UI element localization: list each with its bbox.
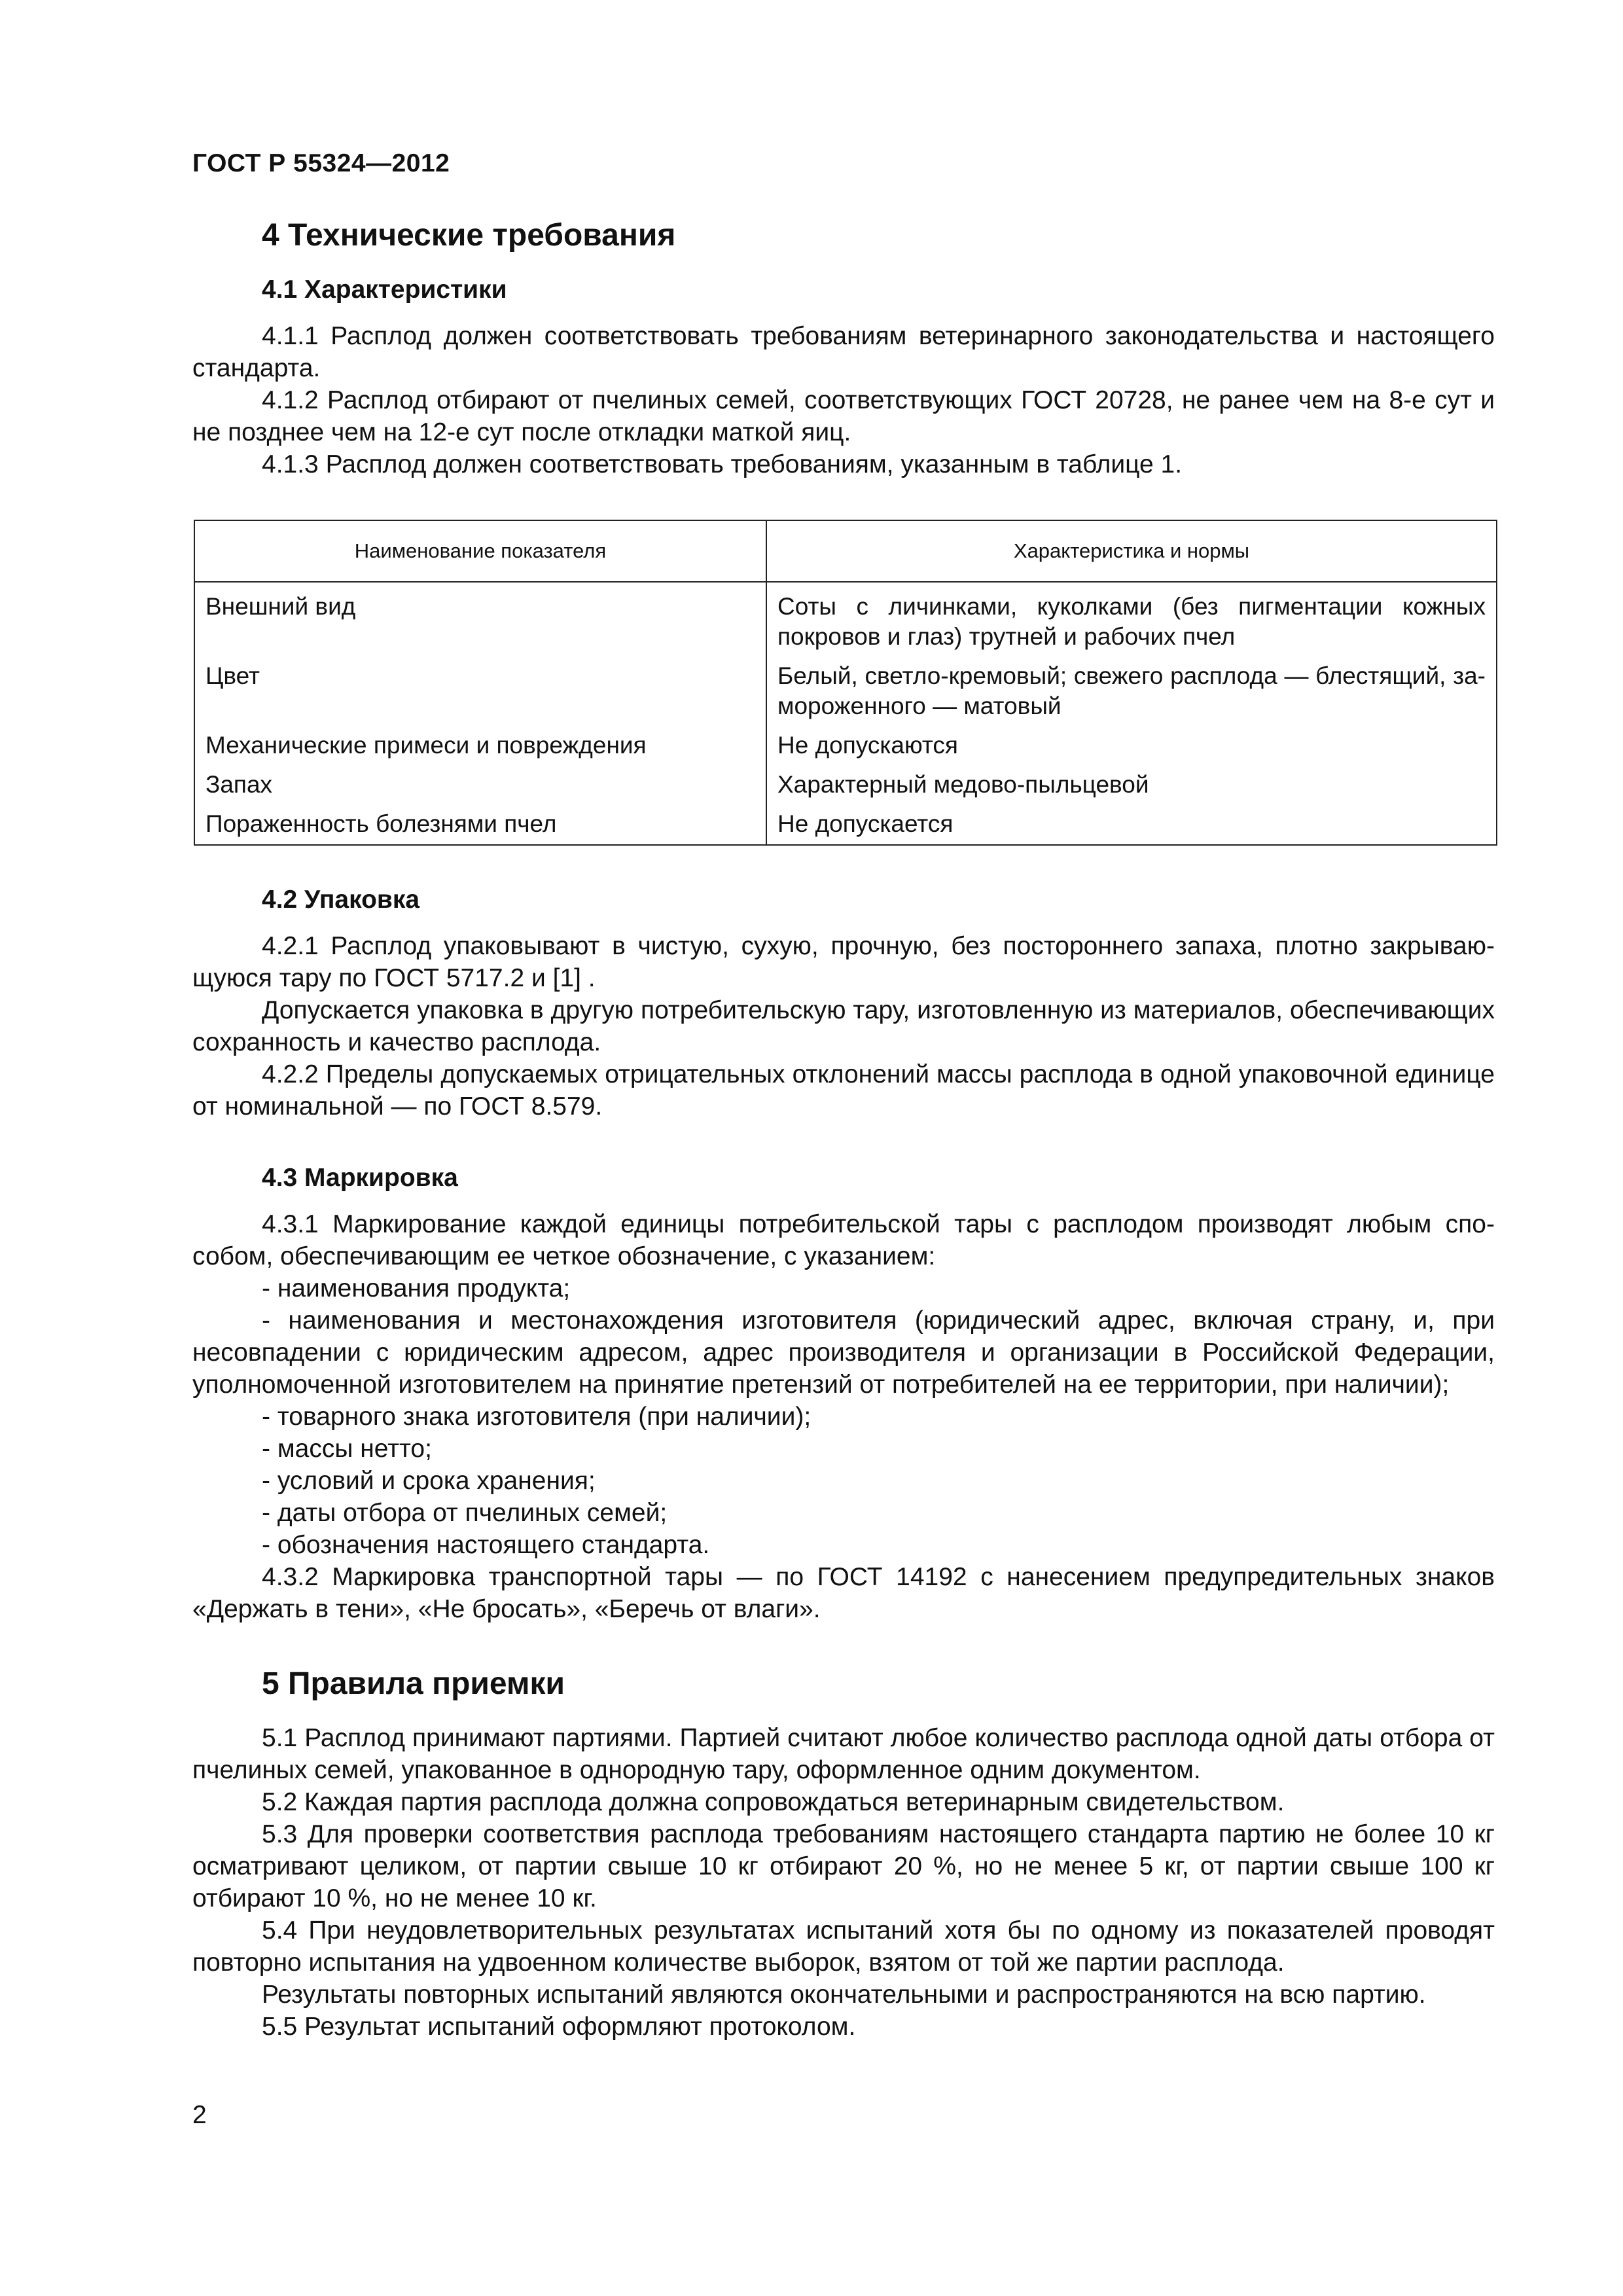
- table-cell-norm: Не допускаются: [766, 726, 1497, 766]
- table-row: [194, 657, 1497, 726]
- document-id-header: ГОСТ Р 55324—2012: [192, 149, 450, 177]
- list-item: - массы нетто;: [262, 1435, 432, 1463]
- list-item: - товарного знака изготовителя (при наличии);: [262, 1403, 812, 1431]
- paragraph-4-1-3: 4.1.3 Расплод должен соответствовать требованиям, указанным в таблице 1.: [262, 450, 1183, 478]
- table-cell-indicator: Внешний вид: [194, 582, 766, 657]
- table-cell-norm: Характерный медово-пыльцевой: [766, 766, 1497, 805]
- table-cell-indicator: Цвет: [194, 657, 766, 726]
- list-item: - обозначения настоящего стандарта.: [262, 1531, 710, 1559]
- table-header-row: [194, 520, 1497, 582]
- paragraph-5-4-note: Результаты повторных испытаний являются окончательными и распространяются на всю партию.: [262, 1981, 1426, 2009]
- paragraph-4-3-2: 4.3.2 Маркировка транспортной тары — по ГОСТ 14192 с нанесением предупредительных знаков «Держать в тени», «Не бросать», «Беречь от влаги».: [192, 1563, 1495, 1623]
- section-5-title: 5 Правила приемки: [262, 1666, 565, 1701]
- paragraph-5-3: 5.3 Для проверки соответствия расплода требованиям настоящего стандарта партию не более 10 кг осматривают целиком, от партии свыше 10 кг отбирают 20 %, но не менее 5 кг, от партии свыше 100 кг отбирают 10 %, но не менее 10 кг.: [192, 1820, 1495, 1912]
- section-4-1-title: 4.1 Характеристики: [262, 276, 507, 304]
- table-row: [194, 726, 1497, 766]
- paragraph-4-1-1: 4.1.1 Расплод должен соответствовать требованиям ветеринарного законодательства и настоящего стандарта.: [192, 322, 1495, 382]
- page-number: 2: [192, 2101, 207, 2129]
- table-row: [194, 766, 1497, 805]
- table-row: [194, 805, 1497, 845]
- list-item: - наименования и местонахождения изготовителя (юридический адрес, включая страну, и, при несовпадении с юридическим адресом, адрес производителя и организации в Российской Федерации, уполномоченной изготовителем на принятие претензий от потребителей на ее территории, при наличии);: [192, 1306, 1495, 1399]
- list-item: - наименования продукта;: [262, 1274, 571, 1302]
- table-cell-norm: Соты с личинками, куколками (без пигментации кожных покровов и глаз) трутней и рабочих пчел: [766, 582, 1497, 657]
- paragraph-4-2-2: 4.2.2 Пределы допускаемых отрицательных отклонений массы расплода в одной упаковочной единице от номинальной — по ГОСТ 8.579.: [192, 1060, 1495, 1121]
- paragraph-4-2-1: 4.2.1 Расплод упаковывают в чистую, сухую, прочную, без постороннего запаха, плотно закрывающуюся тару по ГОСТ 5717.2 и [1] .: [192, 932, 1495, 992]
- paragraph-5-1: 5.1 Расплод принимают партиями. Партией считают любое количество расплода одной даты отбора от пчелиных семей, упакованное в однородную тару, оформленное одним документом.: [192, 1724, 1495, 1784]
- table-cell-indicator: Механические примеси и повреждения: [194, 726, 766, 766]
- document-body: [192, 216, 1495, 2043]
- paragraph-4-2-1-note: Допускается упаковка в другую потребительскую тару, изготовленную из материалов, обеспечивающих сохранность и качество расплода.: [192, 996, 1495, 1056]
- requirements-table: [194, 520, 1497, 846]
- table-cell-indicator: Пораженность болезнями пчел: [194, 805, 766, 845]
- paragraph-5-2: 5.2 Каждая партия расплода должна сопровождаться ветеринарным свидетельством.: [262, 1788, 1285, 1816]
- paragraph-4-3-1: 4.3.1 Маркирование каждой единицы потребительской тары с расплодом производят любым способом, обеспечивающим ее четкое обозначение, с указанием:: [192, 1210, 1495, 1270]
- paragraph-5-4: 5.4 При неудовлетворительных результатах испытаний хотя бы по одному из показателей проводят повторно испытания на удвоенном количестве выборок, взятом от той же партии расплода.: [192, 1916, 1495, 1977]
- section-4-title: 4 Технические требования: [262, 218, 676, 253]
- list-item: - условий и срока хранения;: [262, 1467, 596, 1495]
- table-row: [194, 582, 1497, 657]
- table-cell-norm: Белый, светло-кремовый; свежего расплода — блестящий, замороженного — матовый: [766, 657, 1497, 726]
- paragraph-4-1-2: 4.1.2 Расплод отбирают от пчелиных семей, соответствующих ГОСТ 20728, не ранее чем на 8-е сут и не позднее чем на 12-е сут после откладки маткой яиц.: [192, 386, 1495, 446]
- section-4-2-title: 4.2 Упаковка: [262, 886, 420, 914]
- table-header-indicator: Наименование показателя: [194, 520, 766, 582]
- table-cell-indicator: Запах: [194, 766, 766, 805]
- list-item: - даты отбора от пчелиных семей;: [262, 1499, 668, 1527]
- table-header-norms: Характеристика и нормы: [766, 520, 1497, 582]
- table-cell-norm: Не допускается: [766, 805, 1497, 845]
- paragraph-5-5: 5.5 Результат испытаний оформляют протоколом.: [262, 2013, 856, 2041]
- section-4-3-title: 4.3 Маркировка: [262, 1164, 458, 1192]
